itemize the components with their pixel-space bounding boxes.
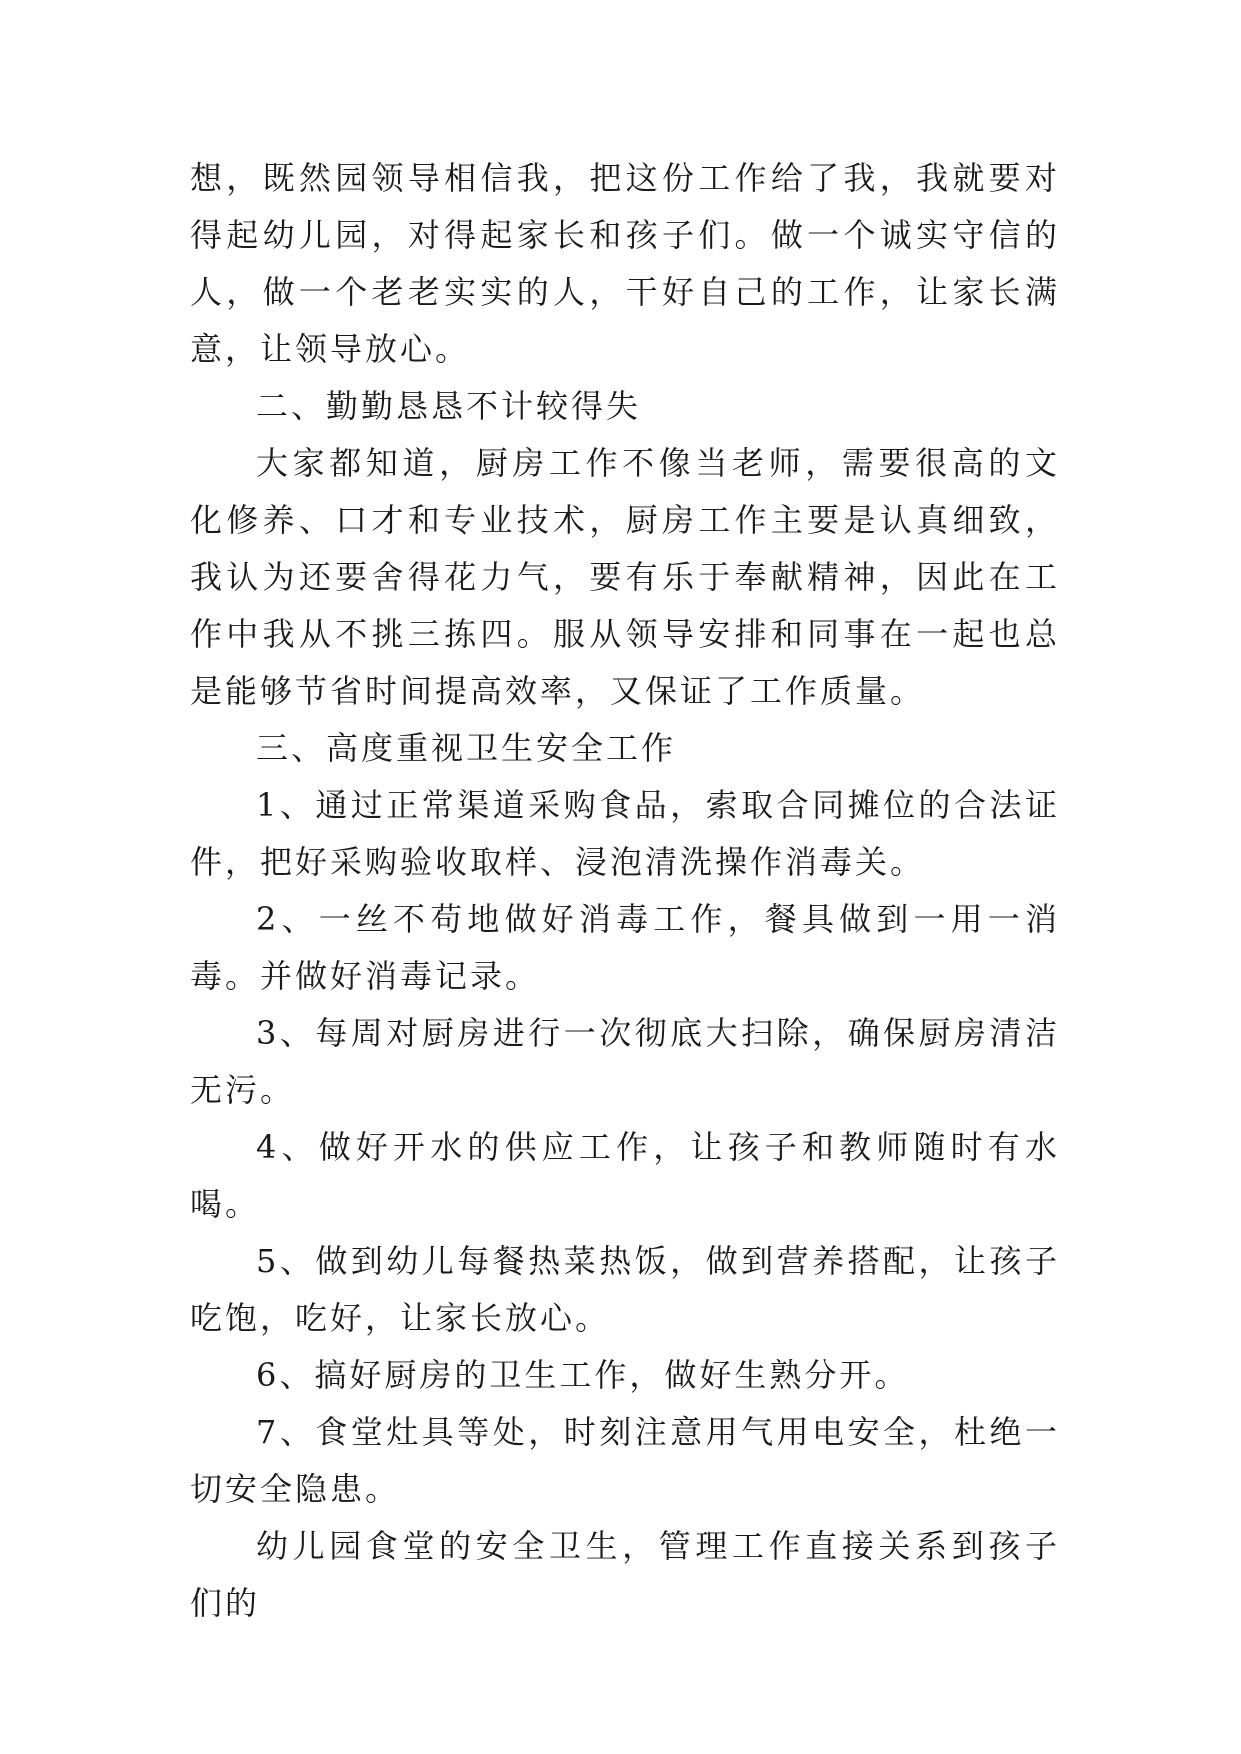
paragraph-continuation: 想，既然园领导相信我，把这份工作给了我，我就要对得起幼儿园，对得起家长和孩子们。做一个诚实守信的人，做一个老老实实的人，干好自己的工作，让家长满意，让领导放心。	[190, 159, 1060, 368]
list-item-6: 6、搞好厨房的卫生工作，做好生熟分开。	[256, 1356, 910, 1394]
list-item-7: 7、食堂灶具等处，时刻注意用气用电安全，杜绝一切安全隐患。	[190, 1413, 1060, 1508]
section-heading-2: 二、勤勤恳恳不计较得失	[256, 387, 642, 425]
list-item-1: 1、通过正常渠道采购食品，索取合同摊位的合法证件，把好采购验收取样、浸泡清洗操作消毒关。	[190, 786, 1060, 881]
section-heading-3: 三、高度重视卫生安全工作	[256, 729, 677, 767]
list-item-4: 4、做好开水的供应工作，让孩子和教师随时有水喝。	[190, 1128, 1060, 1223]
document-body	[190, 150, 1060, 1632]
list-item-5: 5、做到幼儿每餐热菜热饭，做到营养搭配，让孩子吃饱，吃好，让家长放心。	[190, 1242, 1060, 1337]
paragraph-closing-fragment: 幼儿园食堂的安全卫生，管理工作直接关系到孩子们的	[190, 1527, 1060, 1622]
paragraph-kitchen-work: 大家都知道，厨房工作不像当老师，需要很高的文化修养、口才和专业技术，厨房工作主要是认真细致，我认为还要舍得花力气，要有乐于奉献精神，因此在工作中我从不挑三拣四。服从领导安排和同事在一起也总是能够节省时间提高效率，又保证了工作质量。	[190, 444, 1060, 710]
list-item-3: 3、每周对厨房进行一次彻底大扫除，确保厨房清洁无污。	[190, 1014, 1060, 1109]
list-item-2: 2、一丝不苟地做好消毒工作，餐具做到一用一消毒。并做好消毒记录。	[190, 900, 1060, 995]
